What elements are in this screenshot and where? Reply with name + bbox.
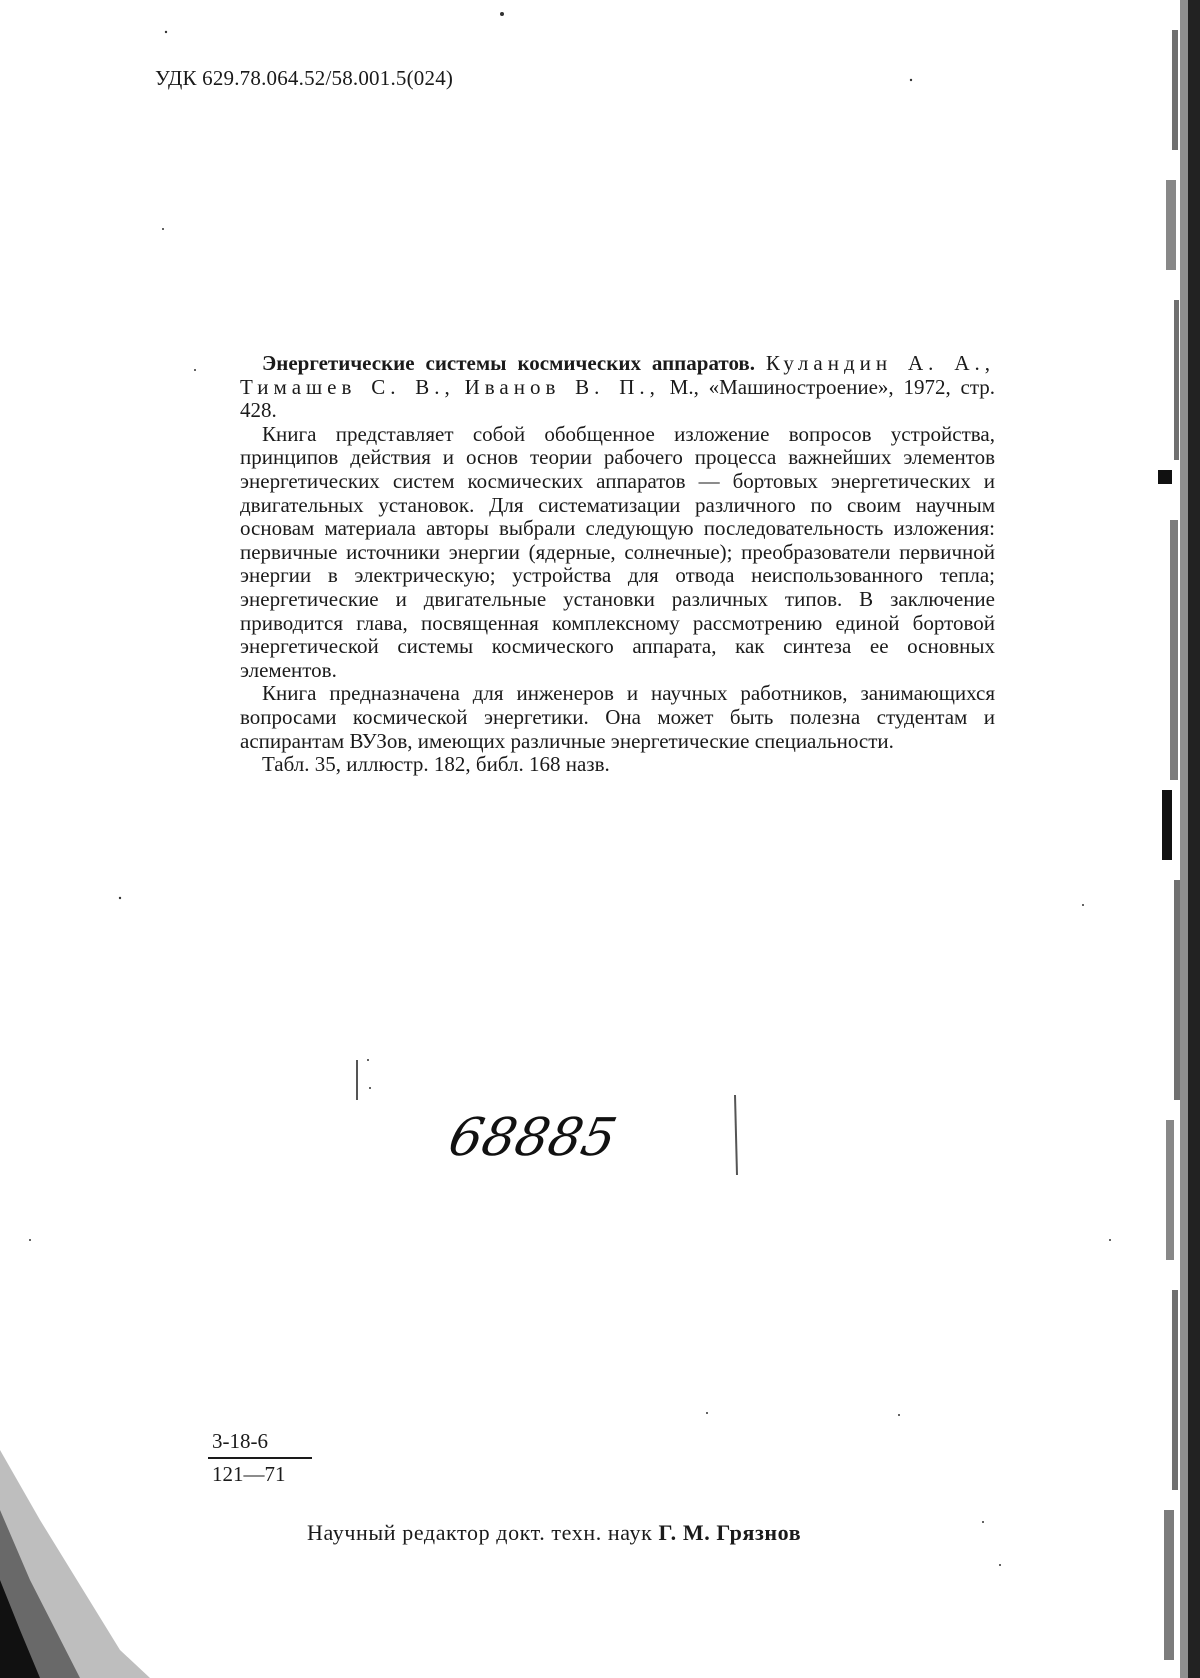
author-2: Тимашев С. В., bbox=[240, 374, 455, 399]
abstract-paragraph-2: Книга предназначена для инженеров и научных работников, занимающихся вопросами космической энергетики. Она может быть полезна студентам и аспирантам ВУЗов, имеющих различные энергетические специальности. bbox=[240, 681, 995, 753]
editor-name: Г. М. Грязнов bbox=[658, 1520, 802, 1545]
book-title: Энергетические системы космических аппаратов. bbox=[262, 351, 756, 375]
abstract-stats: Табл. 35, иллюстр. 182, библ. 168 назв. bbox=[262, 752, 610, 777]
inventory-number-text: 68885 bbox=[443, 1107, 622, 1168]
editor-prefix: Научный редактор докт. техн. наук bbox=[307, 1520, 653, 1545]
publisher-code-numerator: 3-18-6 bbox=[212, 1429, 268, 1453]
publication-info: М., «Машиностроение», 1972, стр. 428. bbox=[240, 374, 996, 423]
author-3: Иванов В. П., bbox=[464, 374, 660, 399]
publisher-code-denominator: 121—71 bbox=[212, 1462, 286, 1486]
author-1: Куландин А. А., bbox=[765, 351, 995, 375]
udc-code: УДК 629.78.064.52/58.001.5(024) bbox=[155, 66, 454, 90]
abstract-paragraph-1: Книга представляет собой обобщенное изложение вопросов устройства, принципов действия и основ теории рабочего процесса важнейших элементов энергетических систем космических аппаратов — бортовых энергетических и двигательных установок. Для систематизации различного по своим научным основам материала авторы выбрали следующую последовательность изложения: первичные источники энергии (ядерные, солнечные); преобразователи первичной энергии в электрическую; устройства для отвода неиспользованного тепла; энергетические и двигательные установки различных типов. В заключение приводится глава, посвященная комплексному рассмотрению единой бортовой энергетической системы космического аппарата, как синтеза ее основных элементов. bbox=[240, 421, 995, 682]
